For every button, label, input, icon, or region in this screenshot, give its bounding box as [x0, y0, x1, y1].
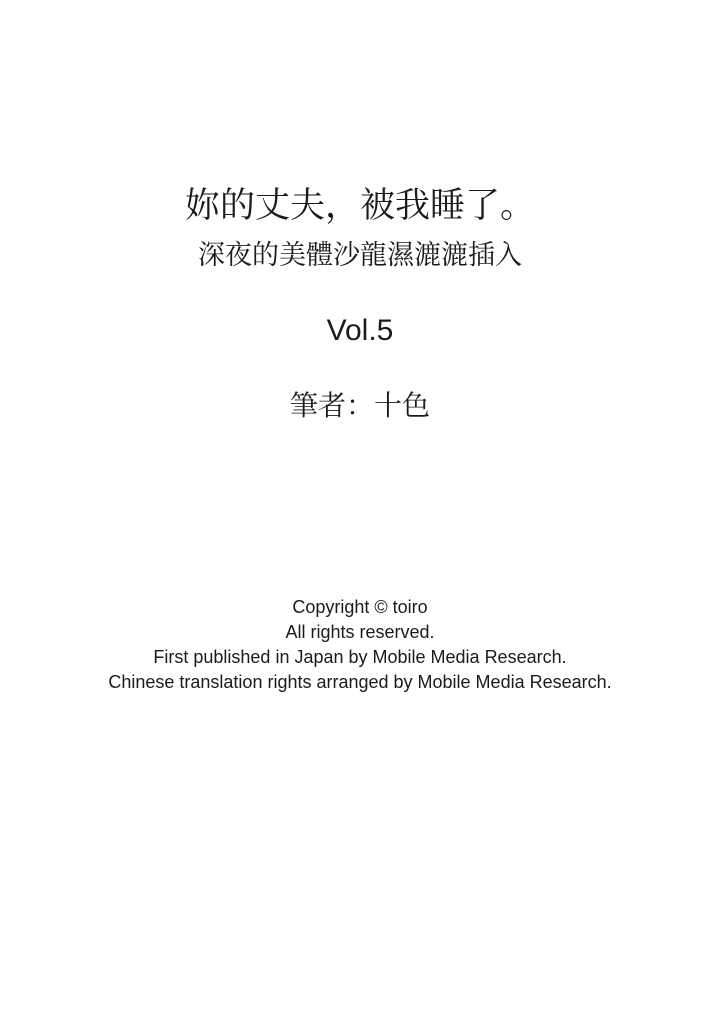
author-line: 筆者：十色 — [289, 390, 430, 421]
rights-reserved-line: All rights reserved. — [285, 622, 435, 642]
book-title: 妳的丈夫，被我睡了。 — [184, 186, 535, 225]
first-published-line: First published in Japan by Mobile Media Research. — [153, 647, 567, 667]
copyright-holder-line: Copyright © toiro — [292, 597, 428, 617]
volume-number: Vol.5 — [326, 314, 394, 347]
copyright-block — [0, 595, 720, 695]
book-subtitle: 深夜的美體沙龍濕漉漉插入 — [198, 240, 522, 270]
translation-rights-line: Chinese translation rights arranged by Mobile Media Research. — [108, 672, 612, 692]
